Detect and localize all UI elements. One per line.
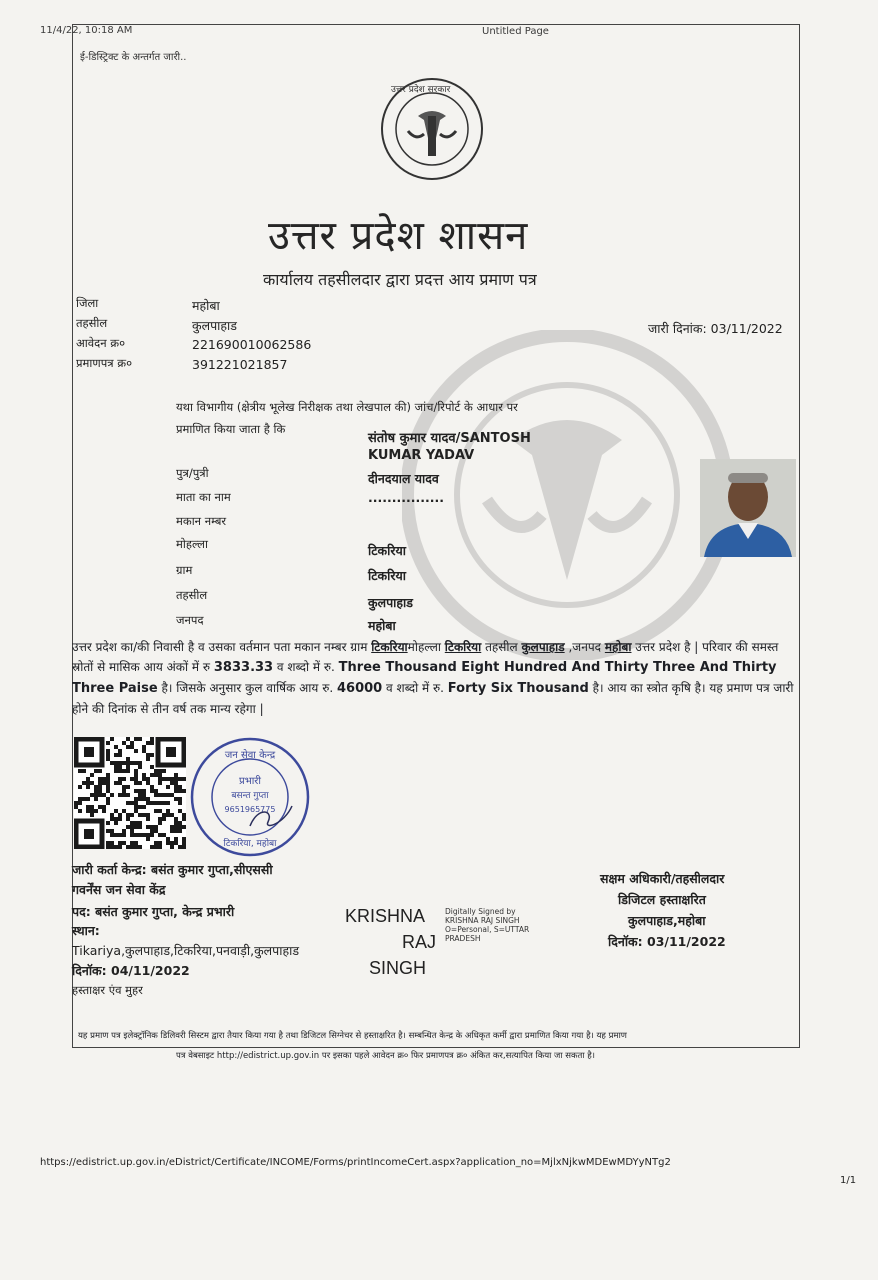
signature-line4: PRADESH	[445, 934, 481, 943]
field-value-tehsil: कुलपाहाड	[192, 318, 237, 333]
footer-note-line1: यह प्रमाण पत्र इलेक्ट्रॉनिक डिलिवरी सिस्टम द्वारा तैयार किया गया है तथा डिजिटल सिग्नेचर से हस्ताक्षरित है। सम्बन्धित केन्द्र के अधिकृत कर्मी द्वारा प्रमाणित किया गया है। यह प्रमाण	[78, 1031, 627, 1041]
stamp-line3: 9651965775	[224, 805, 276, 814]
paragraph-text-8: व शब्दो में रु.	[382, 681, 448, 695]
field-label-tehsil: तहसील	[76, 316, 108, 330]
field-value-application-no: 221690010062586	[192, 337, 312, 352]
issuer-center-2: गवर्नेंस जन सेवा केंद्र	[72, 882, 166, 897]
signer-name-1: KRISHNA	[345, 906, 426, 926]
issuer-place: Tikariya,कुलपाहाड,टिकरिया,पनवाड़ी,कुलपाहाड	[72, 943, 300, 958]
field-label-district: जिला	[76, 296, 99, 310]
authority-line1: सक्षम अधिकारी/तहसीलदार	[600, 871, 725, 886]
signature-details	[445, 907, 529, 943]
detail-value-village: टिकरिया	[368, 568, 406, 583]
holder-name-line1: संतोष कुमार यादव/SANTOSH	[368, 431, 531, 446]
person-photo-icon	[700, 459, 796, 557]
field-label-certificate-no: प्रमाणपत्र क्र०	[76, 356, 133, 370]
issue-date: जारी दिनांक: 03/11/2022	[648, 321, 783, 336]
paragraph-monthly-amount: 3833.33	[213, 660, 274, 675]
signer-name-2: RAJ	[402, 932, 437, 952]
paragraph-text-6: व शब्दो में रु.	[273, 660, 339, 674]
qr-code-icon[interactable]	[74, 737, 186, 849]
paragraph-text-4: ,जनपद	[564, 640, 605, 654]
paragraph-tehsil: कुलपाहाड	[521, 640, 565, 654]
paragraph-text-3: तहसील	[481, 640, 522, 654]
stamp-line1: प्रभारी	[239, 776, 261, 787]
certified-line: प्रमाणित किया जाता है कि	[176, 422, 286, 436]
holder-photo	[700, 459, 796, 557]
signer-name-3: SINGH	[369, 958, 427, 978]
paragraph-text-1: उत्तर प्रदेश का/की निवासी है व उसका वर्तमान पता मकान नम्बर ग्राम	[72, 640, 372, 654]
watermark-emblem-icon	[402, 330, 732, 660]
issuer-center: जारी कर्ता केन्द्र: बसंत कुमार गुप्ता,सीएससी	[72, 862, 273, 877]
field-label-application-no: आवेदन क्र०	[76, 336, 126, 350]
intro-line: यथा विभागीय (क्षेत्रीय भूलेख निरीक्षक तथा लेखपाल की) जांच/रिपोर्ट के आधार पर	[176, 400, 518, 414]
print-url[interactable]: https://edistrict.up.gov.in/eDistrict/Certificate/INCOME/Forms/printIncomeCert.aspx?application_no=MjlxNjkwMDEwMDYyNTg2	[40, 1157, 671, 1168]
authority-line2: डिजिटल हस्ताक्षरित	[618, 892, 706, 907]
detail-label-parent: पुत्र/पुत्री	[176, 466, 209, 480]
paragraph-text-5: उत्तर प्रदेश है | परिवार की समस्त स्रोतों से मासिक आय अंकों में रु	[72, 640, 779, 674]
field-value-certificate-no: 391221021857	[192, 357, 288, 372]
signature-line1: Digitally Signed by	[445, 907, 516, 916]
detail-label-tehsil: तहसील	[176, 588, 208, 602]
paragraph-monthly-words: Three Thousand Eight Hundred And Thirty Three And Thirty Three Paise	[72, 660, 777, 696]
paragraph-text-7: है। जिसके अनुसार कुल वार्षिक आय रु.	[157, 681, 337, 695]
print-page-count: 1/1	[840, 1175, 857, 1186]
stamp-line2: बसन्त गुप्ता	[231, 791, 269, 801]
paragraph-text-2: मोहल्ला	[407, 640, 445, 654]
detail-value-district: महोबा	[368, 618, 396, 633]
authority-line4: दिनॉक: 03/11/2022	[608, 934, 726, 949]
paragraph-annual-words: Forty Six Thousand	[447, 681, 589, 696]
seal-stamp-icon	[188, 736, 312, 858]
detail-value-mother: ................	[368, 490, 444, 505]
certificate-subtitle: कार्यालय तहसीलदार द्वारा प्रदत्त आय प्रमाण पत्र	[263, 270, 537, 289]
detail-label-mother: माता का नाम	[176, 490, 231, 504]
paragraph-mohalla: टिकरिया	[444, 640, 482, 654]
print-page-title: Untitled Page	[482, 26, 549, 37]
paragraph-annual-amount: 46000	[337, 681, 383, 696]
paragraph-village: टिकरिया	[371, 640, 408, 654]
emblem-text: उत्तर प्रदेश सरकार	[391, 85, 451, 95]
print-timestamp: 11/4/22, 10:18 AM	[40, 25, 133, 36]
detail-label-mohalla: मोहल्ला	[176, 537, 208, 551]
detail-value-mohalla: टिकरिया	[368, 543, 406, 558]
detail-label-house-no: मकान नम्बर	[176, 514, 227, 528]
holder-name-line2: KUMAR YADAV	[368, 448, 475, 463]
certificate-paragraph	[72, 637, 796, 719]
stamp-ring-text: जन सेवा केन्द्र	[224, 750, 276, 761]
issuer-post: पद: बसंत कुमार गुप्ता, केन्द्र प्रभारी	[72, 904, 235, 919]
detail-label-village: ग्राम	[176, 563, 193, 577]
signature-line2: KRISHNA RAJ SINGH	[445, 916, 520, 925]
detail-value-tehsil: कुलपाहाड	[368, 595, 413, 610]
certificate-title: उत्तर प्रदेश शासन	[268, 213, 529, 259]
authority-line3: कुलपाहाड,महोबा	[628, 913, 706, 928]
issuer-date: दिनॉक: 04/11/2022	[72, 963, 190, 978]
issuer-sign-label: हस्ताक्षर एंव मुहर	[72, 983, 143, 997]
signature-line3: O=Personal, S=UTTAR	[445, 925, 530, 934]
paragraph-district: महोबा	[604, 640, 632, 654]
stamp-bottom-text: टिकरिया, महोबा	[223, 839, 277, 849]
edistrict-note: ई-डिस्ट्रिक्ट के अन्तर्गत जारी..	[80, 52, 187, 63]
paragraph-text-9: है। आय का स्त्रोत कृषि है। यह प्रमाण पत्र जारी होने की दिनांक से तीन वर्ष तक मान्य रहेगा |	[72, 681, 794, 716]
issuer-place-label: स्थान:	[72, 923, 100, 938]
detail-value-parent: दीनदयाल यादव	[368, 471, 439, 486]
footer-note-line2: पत्र वेबसाइट http://edistrict.up.gov.in पर इसका पहले आवेदन क्र० फिर प्रमाणपत्र क्र० अंकित कर,सत्यापित किया जा सकता है।	[176, 1051, 596, 1061]
detail-label-district: जनपद	[176, 613, 204, 627]
field-value-district: महोबा	[192, 298, 220, 313]
